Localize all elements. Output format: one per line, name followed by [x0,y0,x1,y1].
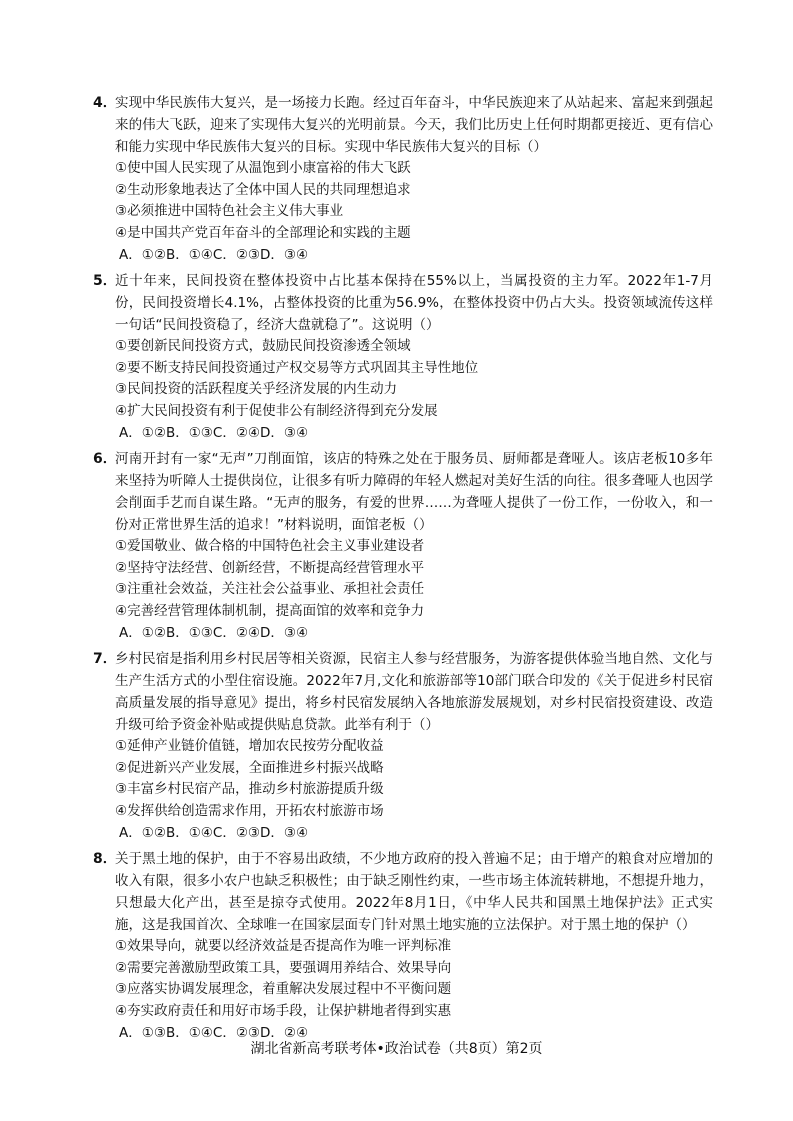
answer-choices: A．①②B．①④C．②③D．③④ [119,247,309,263]
question-stem: 近十年来，民间投资在整体投资中占比基本保持在55%以上，当属投资的主力军。2022年1-7月份，民间投资增长4.1%，占整体投资的比重为56.9%，在整体投资中仍占大头。投资领域流传这样一句话“民间投资稳了，经济大盘就稳了”。这说明（） [115,273,713,333]
option-item: ③注重社会效益，关注社会公益事业、承担社会责任 [115,581,425,597]
question-number: 7． [93,651,117,667]
question-number: 4． [93,95,117,111]
question-list [93,92,713,1048]
option-item: ④是中国共产党百年奋斗的全部理论和实践的主题 [115,224,411,241]
question-stem: 实现中华民族伟大复兴，是一场接力长跑。经过百年奋斗，中华民族迎来了从站起来、富起来到强起来的伟大飞跃，迎来了实现伟大复兴的光明前景。今天，我们比历史上任何时期都更接近、更有信心和能力实现中华民族伟大复兴的目标。实现中华民族伟大复兴的目标（） [115,95,713,155]
option-item: ①爱国敬业、做合格的中国特色社会主义事业建设者 [115,538,425,554]
option-item: ①要创新民间投资方式，鼓励民间投资渗透全领域 [115,338,411,354]
question-stem: 乡村民宿是指利用乡村民居等相关资源，民宿主人参与经营服务，为游客提供体验当地自然、文化与生产生活方式的小型住宿设施。2022年7月,文化和旅游部等10部门联合印发的《关于促进乡村民宿高质量发展的指导意见》提出，将乡村民宿发展纳入各地旅游发展规划，对乡村民宿投资建设、改造升级可给予资金补贴或提供贴息贷款。此举有利于（） [115,651,713,733]
option-item: ②坚持守法经营、创新经营，不断提高经营管理水平 [115,559,425,576]
option-item: ④完善经营管理体制机制，提高面馆的效率和竞争力 [115,602,425,619]
option-item: ①使中国人民实现了从温饱到小康富裕的伟大飞跃 [115,160,411,176]
question-6 [93,448,713,644]
question-4 [93,92,713,266]
answer-choices: A．①③B．①④C．②③D．②④ [119,1025,309,1041]
option-item: ③必须推进中国特色社会主义伟大事业 [115,203,344,219]
question-number: 8． [93,851,117,867]
answer-choices: A．①②B．①③C．②④D．③④ [119,425,309,441]
answer-choices: A．①②B．①③C．②④D．③④ [119,625,309,641]
question-7 [93,648,713,844]
option-item: ④发挥供给创造需求作用，开拓农村旅游市场 [115,802,384,819]
option-item: ④扩大民间投资有利于促使非公有制经济得到充分发展 [115,402,438,419]
option-item: ①效果导向，就要以经济效益是否提高作为唯一评判标准 [115,938,452,954]
question-8 [93,848,713,1044]
option-item: ②生动形象地表达了全体中国人民的共同理想追求 [115,181,411,198]
option-item: ③应落实协调发展理念，着重解决发展过程中不平衡问题 [115,981,452,997]
option-item: ④夯实政府责任和用好市场手段，让保护耕地者得到实惠 [115,1002,452,1019]
option-item: ③民间投资的活跃程度关乎经济发展的内生动力 [115,381,398,397]
option-item: ②需要完善激励型政策工具，要强调用养结合、效果导向 [115,959,452,976]
option-item: ③丰富乡村民宿产品，推动乡村旅游提质升级 [115,781,384,797]
question-number: 5． [93,273,117,289]
question-number: 6． [93,451,117,467]
question-stem: 关于黑土地的保护，由于不容易出政绩，不少地方政府的投入普遍不足；由于增产的粮食对应增加的收入有限，很多小农户也缺乏积极性；由于缺乏刚性约束，一些市场主体流转耕地，不想提升地力，只想最大化产出，甚至是掠夺式使用。2022年8月1日，《中华人民共和国黑土地保护法》正式实施，这是我国首次、全球唯一在国家层面专门针对黑土地实施的立法保护。对于黑土地的保护（） [115,851,713,933]
option-item: ②要不断支持民间投资通过产权交易等方式巩固其主导性地位 [115,359,479,376]
option-item: ①延伸产业链价值链，增加农民按劳分配收益 [115,738,384,754]
page-footer: 湖北省新高考联考体•政治试卷（共8页）第2页 [250,1041,543,1057]
answer-choices: A．①②B．①④C．②③D．③④ [119,825,309,841]
question-5 [93,270,713,444]
option-item: ②促进新兴产业发展，全面推进乡村振兴战略 [115,759,384,776]
question-stem: 河南开封有一家“无声”刀削面馆，该店的特殊之处在于服务员、厨师都是聋哑人。该店老板10多年来坚持为听障人士提供岗位，让很多有听力障碍的年轻人燃起对美好生活的向往。很多聋哑人也因学会削面手艺而自谋生路。“无声的服务，有爱的世界……为聋哑人提供了一份工作，一份收入，和一份对正常世界生活的追求！”材料说明，面馆老板（） [115,451,713,533]
